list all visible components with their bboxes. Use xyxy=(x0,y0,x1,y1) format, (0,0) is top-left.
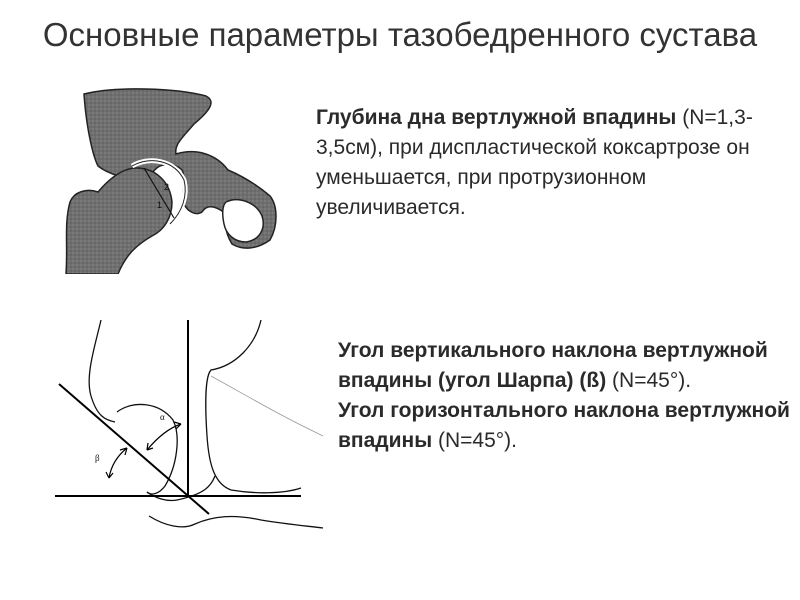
sharp-line xyxy=(59,384,209,514)
label-1: 1 xyxy=(157,200,163,210)
label-2: 2 xyxy=(164,182,170,192)
sharp-angle-figure xyxy=(55,316,325,594)
horizontal-norm: (N=45°). xyxy=(437,429,517,452)
thin-contour xyxy=(211,376,323,436)
depth-description xyxy=(316,103,796,223)
lower-contour xyxy=(149,516,323,528)
depth-norm: (N=1,3-3,5см) xyxy=(316,106,753,159)
depth-heading: Глубина дна вертлужной впадины xyxy=(316,106,677,129)
horizontal-heading: Угол горизонтального наклона вертлужной впадины xyxy=(338,399,790,452)
alpha-label: α xyxy=(160,412,165,422)
depth-text: , при диспластической коксартрозе он уменьшается, при протрузионном увеличивается. xyxy=(316,136,750,219)
left-contour xyxy=(89,320,115,422)
hip-joint-figure xyxy=(56,84,296,274)
slide-title: Основные параметры тазобедренного сустава xyxy=(42,16,758,53)
femur xyxy=(66,168,172,274)
angles-description xyxy=(338,336,798,456)
right-contour xyxy=(206,320,301,493)
sharp-norm: (N=45°). xyxy=(612,369,692,392)
sharp-heading: Угол вертикального наклона вертлужной впадины (угол Шарпа) (ß) xyxy=(338,339,768,392)
beta-label: β xyxy=(95,453,100,463)
beta-arc xyxy=(109,448,127,478)
